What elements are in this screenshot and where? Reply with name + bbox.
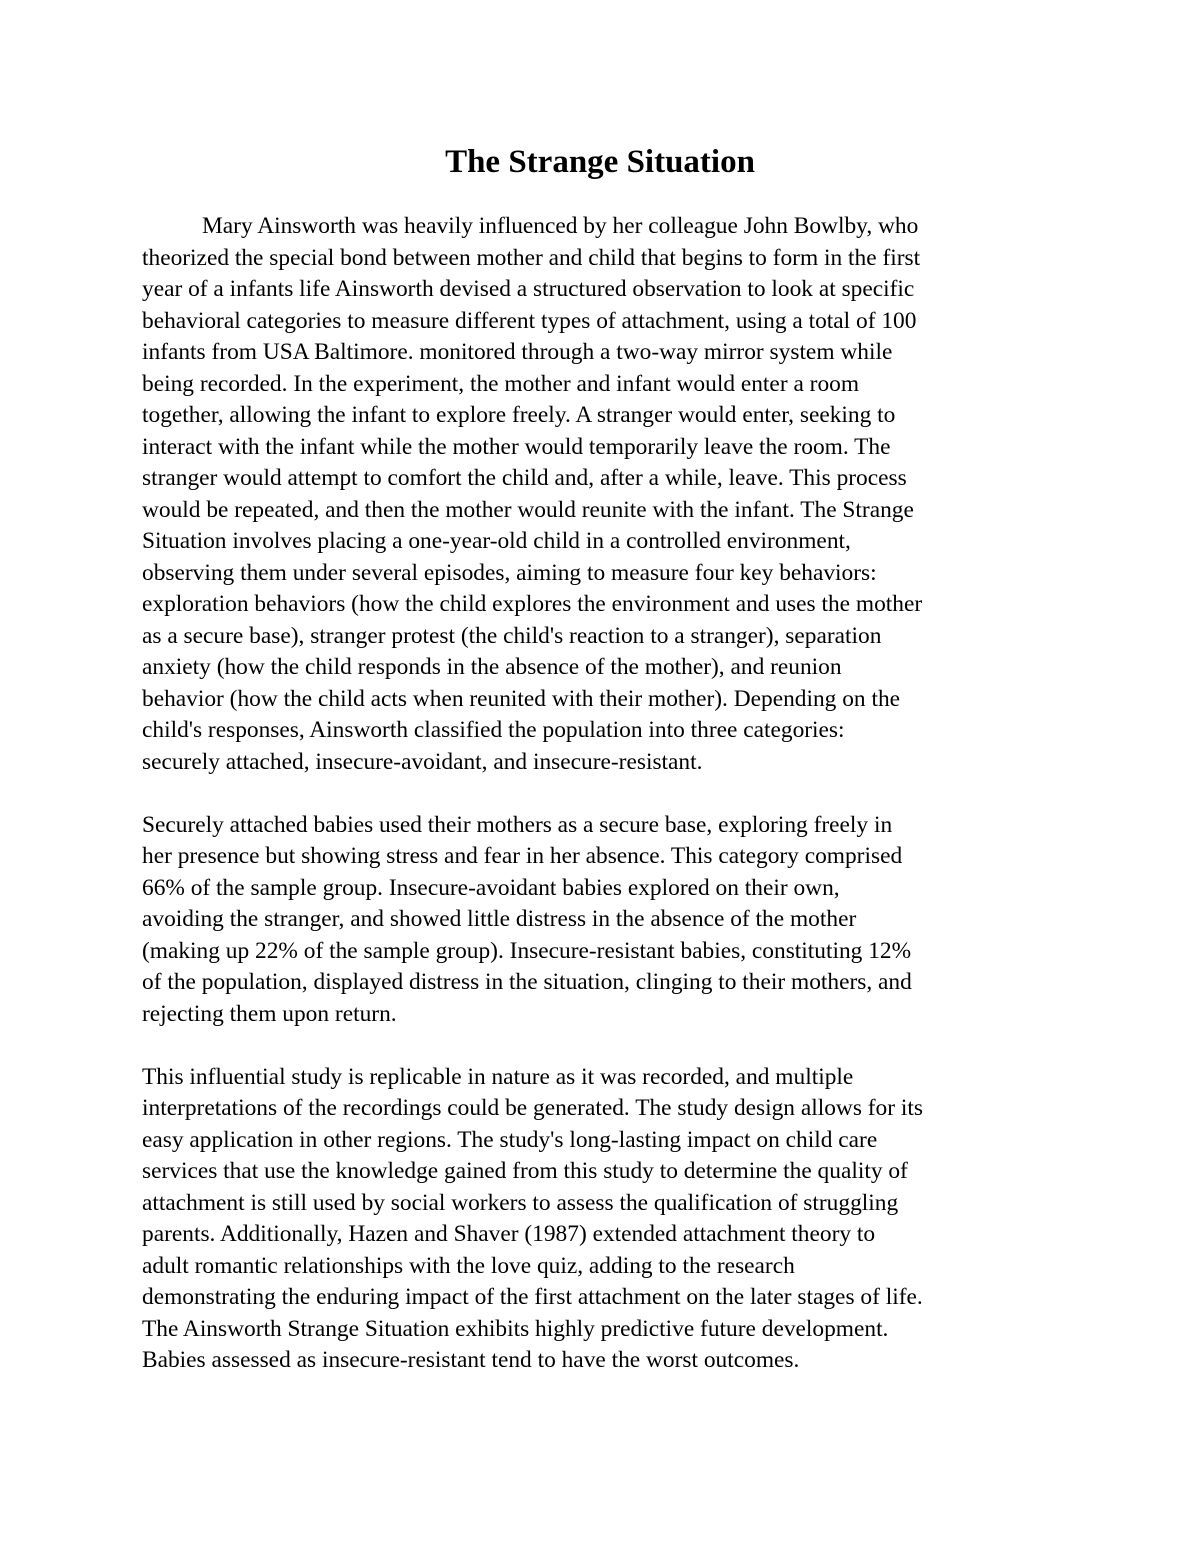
text-line: interpretations of the recordings could be generated. The study design allows for its <box>142 1095 923 1121</box>
text-line: 66% of the sample group. Insecure-avoidant babies explored on their own, <box>142 874 840 901</box>
text-line: infants from USA Baltimore. monitored through a two-way mirror system while <box>142 339 893 365</box>
text-line: would be repeated, and then the mother would reunite with the infant. The Strange <box>142 496 914 523</box>
text-line: avoiding the stranger, and showed little distress in the absence of the mother <box>142 906 857 932</box>
paragraph-3 <box>142 1062 1062 1377</box>
text-line: easy application in other regions. The study's long-lasting impact on child care <box>142 1126 878 1153</box>
text-line: Babies assessed as insecure-resistant tend to have the worst outcomes. <box>142 1347 800 1373</box>
text-line: theorized the special bond between mother and child that begins to form in the first <box>142 244 921 271</box>
text-line: Securely attached babies used their mothers as a secure base, exploring freely in <box>142 811 893 838</box>
text-line: child's responses, Ainsworth classified the population into three categories: <box>142 717 845 743</box>
text-line: parents. Additionally, Hazen and Shaver (1987) extended attachment theory to <box>142 1221 876 1247</box>
text-line: rejecting them upon return. <box>142 1000 397 1027</box>
text-line: observing them under several episodes, aiming to measure four key behaviors: <box>142 559 877 586</box>
text-line: year of a infants life Ainsworth devised a structured observation to look at specific <box>142 276 915 302</box>
text-line: behavior (how the child acts when reunited with their mother). Depending on the <box>142 685 901 712</box>
text-line: attachment is still used by social workers to assess the qualification of struggling <box>142 1189 899 1216</box>
text-line: behavioral categories to measure different types of attachment, using a total of 100 <box>142 307 917 334</box>
text-line: exploration behaviors (how the child explores the environment and uses the mother <box>142 591 923 617</box>
text-line: stranger would attempt to comfort the child and, after a while, leave. This process <box>142 465 907 491</box>
text-line: Mary Ainsworth was heavily influenced by her colleague John Bowlby, who <box>202 213 919 239</box>
text-line: (making up 22% of the sample group). Insecure-resistant babies, constituting 12% <box>142 937 912 964</box>
paragraph-1 <box>142 211 1062 778</box>
text-line: her presence but showing stress and fear in her absence. This category comprised <box>142 843 903 869</box>
text-line: securely attached, insecure-avoidant, and insecure-resistant. <box>142 748 703 775</box>
paragraph-spacer <box>142 778 1062 810</box>
text-line: together, allowing the infant to explore freely. A stranger would enter, seeking to <box>142 402 896 428</box>
paragraph-2 <box>142 810 1062 1031</box>
text-line: This influential study is replicable in nature as it was recorded, and multiple <box>142 1063 854 1090</box>
paragraph-spacer <box>142 1030 1062 1062</box>
text-line: Situation involves placing a one-year-old child in a controlled environment, <box>142 528 851 554</box>
text-line: being recorded. In the experiment, the mother and infant would enter a room <box>142 370 860 397</box>
text-line: interact with the infant while the mother would temporarily leave the room. The <box>142 433 891 460</box>
document-body <box>142 211 1062 1377</box>
text-line: The Ainsworth Strange Situation exhibits highly predictive future development. <box>142 1315 889 1342</box>
text-line: of the population, displayed distress in the situation, clinging to their mothers, and <box>142 969 912 995</box>
page-title: The Strange Situation <box>445 144 755 180</box>
text-line: services that use the knowledge gained from this study to determine the quality of <box>142 1158 908 1184</box>
text-line: adult romantic relationships with the love quiz, adding to the research <box>142 1252 795 1279</box>
text-line: as a secure base), stranger protest (the child's reaction to a stranger), separation <box>142 622 882 649</box>
text-line: anxiety (how the child responds in the absence of the mother), and reunion <box>142 654 842 680</box>
text-line: demonstrating the enduring impact of the first attachment on the later stages of life. <box>142 1284 923 1310</box>
